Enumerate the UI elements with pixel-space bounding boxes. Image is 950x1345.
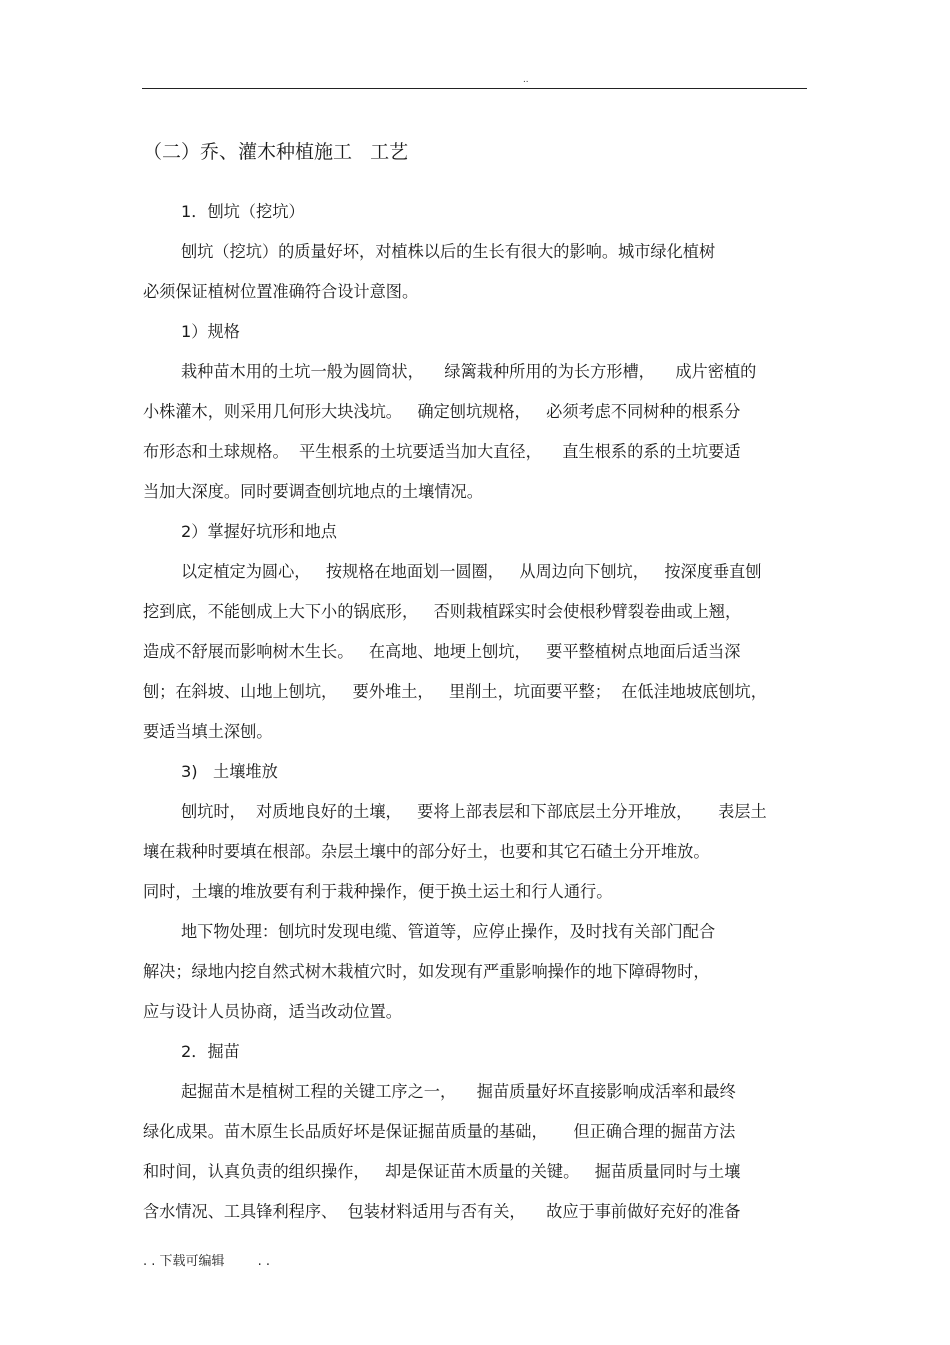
text-line: 应与设计人员协商，适当改动位置。	[143, 1002, 402, 1021]
text-line: 必须保证植树位置准确符合设计意图。	[143, 282, 419, 301]
text-line: 同时，土壤的堆放要有利于栽种操作，便于换土运土和行人通行。	[143, 882, 613, 901]
paragraph-lines	[143, 192, 808, 1232]
text-line: 2．掘苗	[181, 1042, 240, 1061]
text-line: 2）掌握好坑形和地点	[181, 522, 337, 541]
header-rule	[142, 88, 807, 89]
text-line: 造成不舒展而影响树木生长。 在高地、地埂上刨坑， 要平整植树点地面后适当深	[143, 642, 741, 661]
text-line: 1．刨坑（挖坑）	[181, 202, 305, 221]
text-line: 挖到底，不能刨成上大下小的锅底形， 否则栽植踩实时会使根秒臂裂卷曲或上翘，	[143, 602, 742, 621]
text-line: 绿化成果。苗木原生长品质好坏是保证掘苗质量的基础， 但正确合理的掘苗方法	[143, 1122, 736, 1141]
text-line: 当加大深度。同时要调查刨坑地点的土壤情况。	[143, 482, 483, 501]
footer-note: . . 下载可编辑 . .	[143, 1254, 270, 1269]
text-line: 解决；绿地内挖自然式树木栽植穴时，如发现有严重影响操作的地下障碍物时，	[143, 962, 710, 981]
text-line: 3) 土壤堆放	[181, 762, 278, 781]
text-line: 刨坑时， 对质地良好的土壤， 要将上部表层和下部底层土分开堆放， 表层土	[181, 802, 767, 821]
section-title: （二）乔、灌木种植施工 工艺	[143, 141, 409, 163]
text-line: 起掘苗木是植树工程的关键工序之一， 掘苗质量好坏直接影响成活率和最终	[181, 1082, 736, 1101]
text-line: 栽种苗木用的土坑一般为圆筒状， 绿篱栽种所用的为长方形槽， 成片密植的	[181, 362, 757, 381]
text-line: 含水情况、工具锋利程序、 包装材料适用与否有关， 故应于事前做好充好的准备	[143, 1202, 741, 1221]
text-line: 小株灌木，则采用几何形大块浅坑。 确定刨坑规格， 必须考虑不同树种的根系分	[143, 402, 741, 421]
text-line: 要适当填土深刨。	[143, 722, 273, 741]
text-line: 刨；在斜坡、山地上刨坑， 要外堆土， 里削土，坑面要平整； 在低洼地坡底刨坑，	[143, 682, 767, 701]
text-line: 1）规格	[181, 322, 240, 341]
text-line: 和时间，认真负责的组织操作， 却是保证苗木质量的关键。 掘苗质量同时与土壤	[143, 1162, 741, 1181]
text-line: 地下物处理：刨坑时发现电缆、管道等，应停止操作，及时找有关部门配合	[181, 922, 716, 941]
header-mark: ..	[523, 74, 529, 85]
text-line: 以定植定为圆心， 按规格在地面划一圆圈， 从周边向下刨坑， 按深度垂直刨	[181, 562, 762, 581]
text-line: 刨坑（挖坑）的质量好坏，对植株以后的生长有很大的影响。城市绿化植树	[181, 242, 716, 261]
document-body	[143, 136, 808, 1232]
text-line: 布形态和土球规格。 平生根系的土坑要适当加大直径， 直生根系的系的土坑要适	[143, 442, 741, 461]
text-line: 壤在栽种时要填在根部。杂层土壤中的部分好土，也要和其它石碴土分开堆放。	[143, 842, 710, 861]
